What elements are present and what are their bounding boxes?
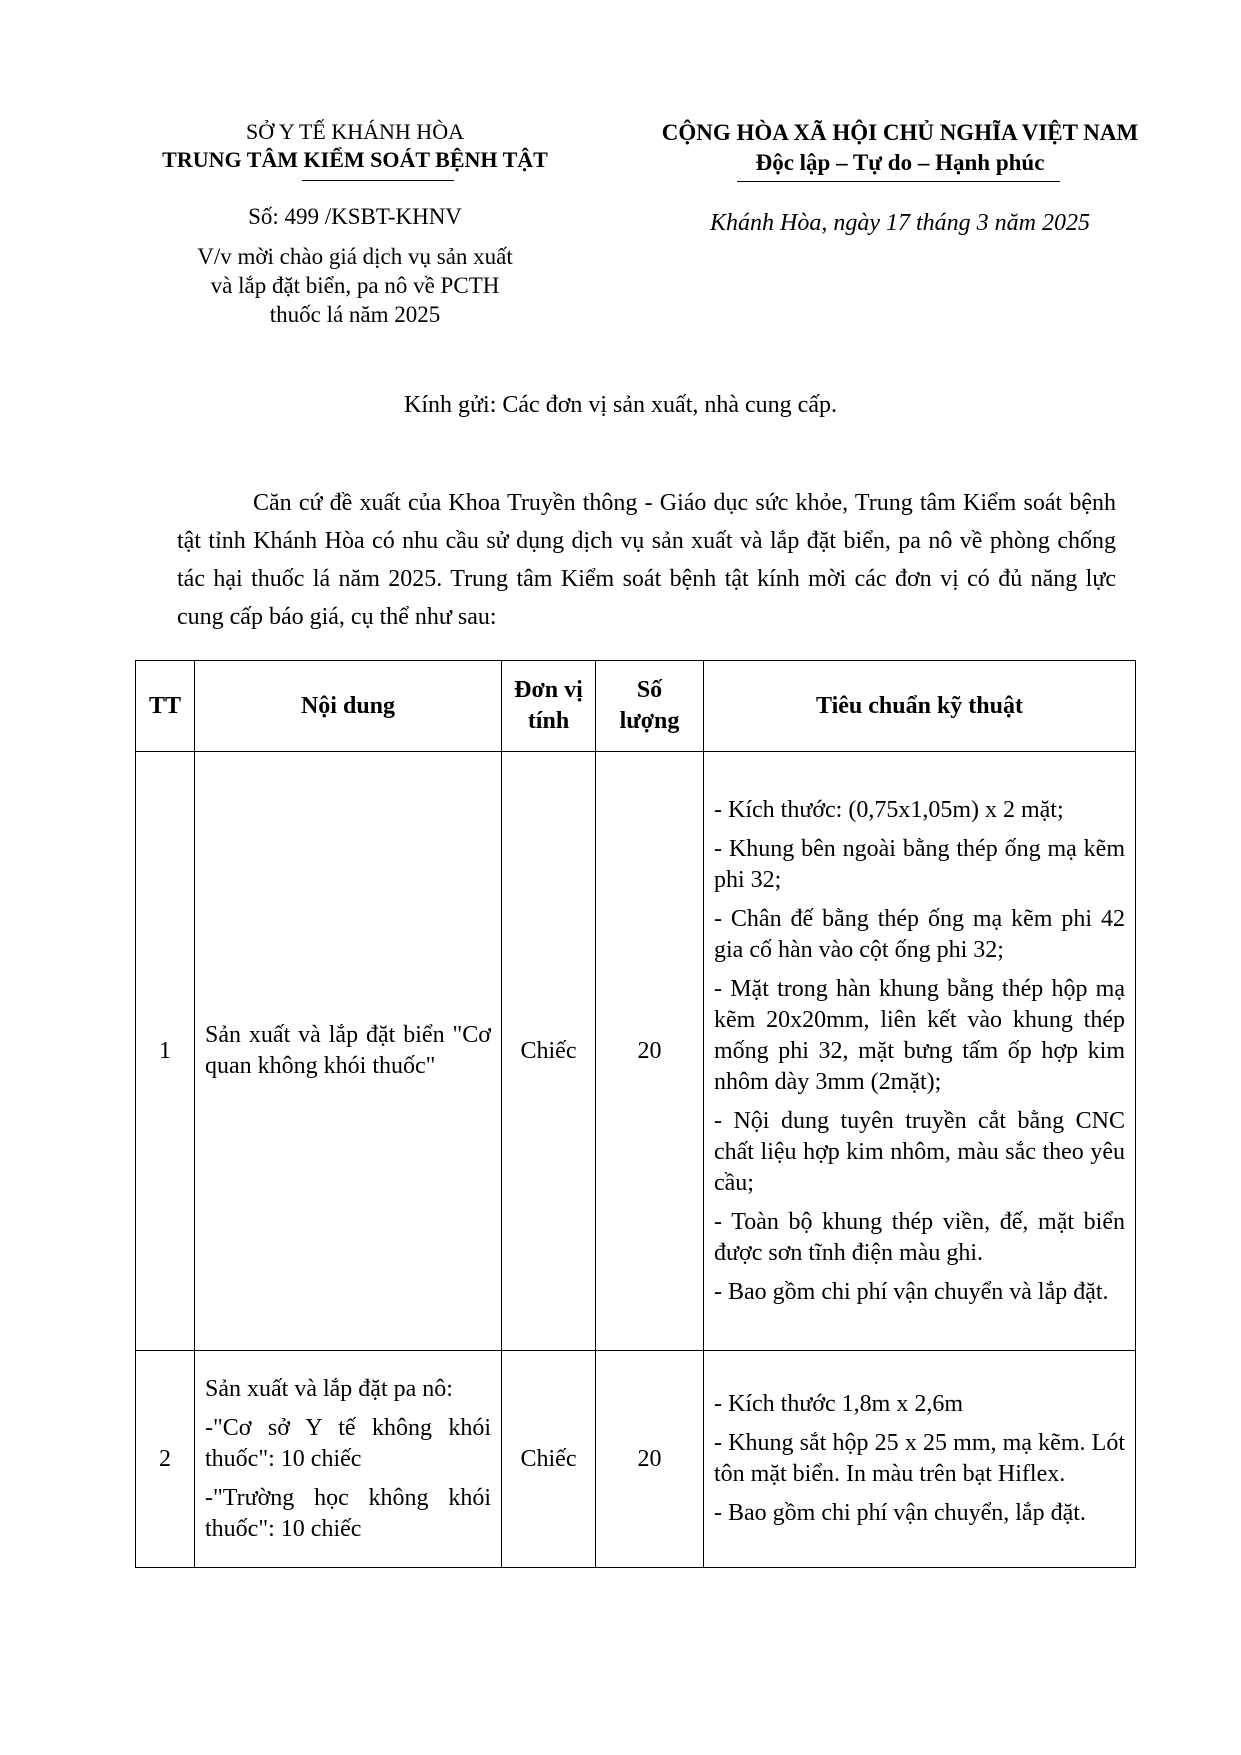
spec-item: - Bao gồm chi phí vận chuyển và lắp đặt.	[714, 1278, 1109, 1305]
motto-underline	[737, 181, 1060, 182]
row-spec	[704, 752, 1136, 1351]
content-item: -"Cơ sở Y tế không khói thuốc": 10 chiếc	[205, 1414, 491, 1472]
header-tt: TT	[136, 661, 195, 752]
national-motto: Độc lập – Tự do – Hạnh phúc	[755, 150, 1045, 175]
spec-item: - Kích thước 1,8m x 2,6m	[714, 1391, 963, 1417]
national-title-block	[620, 118, 1180, 178]
row-spec	[704, 1351, 1136, 1568]
quotation-table	[135, 660, 1136, 1568]
subject-line: và lắp đặt biển, pa nô về PCTH	[210, 273, 500, 298]
table-row	[136, 1351, 1136, 1568]
spec-item: - Nội dung tuyên truyền cắt bằng CNC chất liệu hợp kim nhôm, màu sắc theo yêu cầu;	[714, 1107, 1125, 1196]
issuing-agency-block	[135, 118, 575, 174]
header-content: Nội dung	[195, 661, 502, 752]
recipient-line: Kính gửi: Các đơn vị sản xuất, nhà cung cấp.	[404, 392, 837, 418]
content-title: Sản xuất và lắp đặt pa nô:	[205, 1375, 453, 1402]
header-spec: Tiêu chuẩn kỹ thuật	[704, 661, 1136, 752]
spec-item: - Toàn bộ khung thép viền, đế, mặt biển được sơn tĩnh điện màu ghi.	[714, 1208, 1125, 1266]
spec-item: - Chân đế bằng thép ống mạ kẽm phi 42 gia cố hàn vào cột ống phi 32;	[714, 905, 1125, 963]
subject-line: thuốc lá năm 2025	[269, 302, 441, 327]
header-unit: Đơn vị tính	[502, 661, 596, 752]
parent-organization: SỞ Y TẾ KHÁNH HÒA	[246, 119, 464, 144]
row-qty: 20	[596, 752, 704, 1351]
spec-item: - Bao gồm chi phí vận chuyển, lắp đặt.	[714, 1500, 1086, 1526]
intro-text: Căn cứ đề xuất của Khoa Truyền thông - Giáo dục sức khỏe, Trung tâm Kiểm soát bệnh tật tỉnh Khánh Hòa có nhu cầu sử dụng dịch vụ sản xuất và lắp đặt biển, pa nô về phòng chống tác hại thuốc lá năm 2025. Trung tâm Kiểm soát bệnh tật kính mời các đơn vị có đủ năng lực cung cấp báo giá, cụ thể như sau:	[177, 490, 1116, 630]
row-unit: Chiếc	[502, 752, 596, 1351]
place-and-date: Khánh Hòa, ngày 17 tháng 3 năm 2025	[710, 210, 1090, 236]
nation-name: CỘNG HÒA XÃ HỘI CHỦ NGHĨA VIỆT NAM	[661, 120, 1139, 145]
spec-item: - Khung sắt hộp 25 x 25 mm, mạ kẽm. Lót tôn mặt biển. In màu trên bạt Hiflex.	[714, 1430, 1125, 1487]
document-number: Số: 499 /KSBT-KHNV	[248, 204, 462, 229]
table-row	[136, 752, 1136, 1351]
spec-item: - Khung bên ngoài bằng thép ống mạ kẽm phi 32;	[714, 835, 1125, 893]
table-header-row	[136, 661, 1136, 752]
row-tt: 1	[136, 752, 195, 1351]
issuing-unit: TRUNG TÂM KIỂM SOÁT BỆNH TẬT	[162, 147, 548, 172]
row-tt: 2	[136, 1351, 195, 1568]
spec-item: - Mặt trong hàn khung bằng thép hộp mạ kẽm 20x20mm, liên kết vào khung thép mống phi 32, mặt bưng tấm ốp hợp kim nhôm dày 3mm (2mặt);	[714, 975, 1125, 1095]
header-qty: Số lượng	[596, 661, 704, 752]
agency-underline	[302, 180, 454, 181]
spec-item: - Kích thước: (0,75x1,05m) x 2 mặt;	[714, 796, 1064, 823]
row-content	[195, 1351, 502, 1568]
content-item: -"Trường học không khói thuốc": 10 chiếc	[205, 1484, 491, 1542]
document-subject	[135, 242, 575, 329]
row-content: Sản xuất và lắp đặt biển "Cơ quan không khói thuốc"	[195, 752, 502, 1351]
row-unit: Chiếc	[502, 1351, 596, 1568]
row-qty: 20	[596, 1351, 704, 1568]
subject-line: V/v mời chào giá dịch vụ sản xuất	[197, 244, 513, 269]
intro-paragraph	[177, 484, 1116, 636]
